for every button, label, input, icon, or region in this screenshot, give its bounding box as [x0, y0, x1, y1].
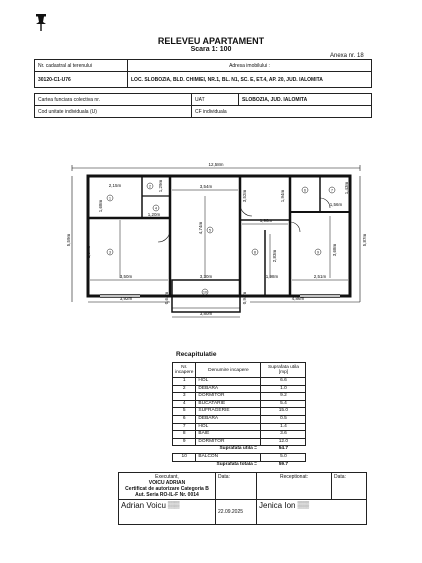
- recap-area: 5.4: [261, 400, 306, 408]
- recap-row: [173, 378, 306, 386]
- recap-area: 1.0: [261, 385, 306, 393]
- useful-area-value: 54.7: [278, 446, 289, 452]
- dim-3-80: 3,80m: [199, 311, 213, 316]
- recap-nr: 5: [173, 408, 196, 416]
- useful-area-label: Suprafata utila =: [219, 446, 257, 452]
- dim-3-30: 3,30m: [199, 274, 213, 279]
- uat-label: UAT: [192, 94, 239, 106]
- recap-name: DORMITOR: [196, 393, 261, 401]
- room-number-6: 6: [304, 188, 306, 193]
- col-area: Suprafata utila [mp]: [261, 363, 306, 378]
- room-number-8: 8: [254, 250, 256, 255]
- recap-row: [173, 415, 306, 423]
- dim-1-98: 1,98m: [265, 274, 279, 279]
- signature-adrian-voicu: Adrian Voicu: [121, 501, 166, 510]
- dim-1-56: 1,56m: [329, 202, 343, 207]
- recap-nr: 6: [173, 415, 196, 423]
- dim-1-96: 1,96m: [259, 218, 273, 223]
- recap-nr: 2: [173, 385, 196, 393]
- document-title: RELEVEU APARTAMENT: [157, 36, 265, 46]
- balcony-area: 5.0: [261, 453, 306, 461]
- balcony-nr: 10: [173, 453, 196, 461]
- recap-nr: 3: [173, 393, 196, 401]
- dim-overall-height-right: 5,87m: [362, 233, 367, 247]
- recap-title: Recapitulatie: [176, 351, 217, 358]
- cf-label: CF individuala: [192, 106, 372, 118]
- room-number-1: 1: [109, 196, 111, 201]
- receiver-label: Receptionat:: [257, 473, 332, 500]
- signature-jenica-ion: Jenica Ion: [259, 501, 296, 510]
- dim-overall-width: 12,58m: [208, 162, 224, 167]
- receiver-signature: [257, 500, 367, 525]
- recap-nr: 4: [173, 400, 196, 408]
- date-value: 22.09.2025: [216, 500, 257, 525]
- recap-name: SUFRAGERIE: [196, 408, 261, 416]
- address-value: LOC. SLOBOZIA, BLD. CHIMIEI, NR.1, BL. N1, SC. E, ET.4, AP. 20, JUD. IALOMITA: [128, 72, 372, 88]
- recap-row: [173, 408, 306, 416]
- room-number-10: 10: [203, 290, 207, 295]
- recap-table: [172, 362, 306, 468]
- recap-area: 1.4: [261, 423, 306, 431]
- dim-3-92: 3,92m: [119, 296, 133, 301]
- date2-label: Data:: [332, 473, 367, 500]
- recap-name: DORMITOR: [196, 438, 261, 446]
- dim-3-68: 3,68m: [332, 243, 337, 257]
- dim-1-68: 1,68m: [98, 199, 103, 213]
- dim-4-74: 4,74m: [198, 221, 203, 235]
- dim-1-20: 1,20m: [147, 212, 161, 217]
- dim-2-15: 2,15m: [108, 183, 122, 188]
- recap-row: [173, 400, 306, 408]
- col-name: Denumire incapere: [196, 363, 261, 378]
- date-label: Data:: [216, 473, 257, 500]
- dim-1-37: 1,37m: [86, 245, 91, 259]
- dim-3-50: 3,50m: [119, 274, 133, 279]
- recap-area: 15.0: [261, 408, 306, 416]
- recap-row: [173, 431, 306, 439]
- executant-name: VOICU ADRIAN: [148, 480, 186, 486]
- recap-name: BAIE: [196, 431, 261, 439]
- dim-1-43: 1,43m: [344, 181, 349, 195]
- unit-code-label: Cod unitate individuala (U): [35, 106, 192, 118]
- dim-2-51: 2,51m: [313, 274, 327, 279]
- recap-area: 9.2: [261, 393, 306, 401]
- col-nr: Nr. incapere: [173, 363, 196, 378]
- recap-nr: 7: [173, 423, 196, 431]
- cadastral-value: 30120-C1-U76: [35, 72, 128, 88]
- digital-stamp-1: ▒▒▒▒▒ ▒▒▒▒▒: [167, 500, 180, 509]
- room-number-4: 4: [155, 206, 157, 211]
- recap-name: DEBARA: [196, 415, 261, 423]
- recap-nr: 9: [173, 438, 196, 446]
- executant-cell: [119, 473, 216, 500]
- recap-row: [173, 438, 306, 446]
- scale-label: Scara 1: 100: [190, 46, 232, 53]
- dim-3-54: 3,54m: [199, 184, 213, 189]
- dim-0-64: 0,64m: [164, 291, 169, 305]
- balcony-name: BALCON: [196, 453, 261, 461]
- room-number-2: 2: [149, 184, 151, 189]
- dim-1-29: 1,29m: [158, 179, 163, 193]
- recap-row: [173, 393, 306, 401]
- annex-label: Anexa nr. 18: [330, 53, 364, 59]
- dim-4-86: 4,86m: [291, 296, 305, 301]
- recap-name: HOL: [196, 423, 261, 431]
- recap-area: 12.0: [261, 438, 306, 446]
- recap-nr: 8: [173, 431, 196, 439]
- dim-2-83: 2,83m: [272, 249, 277, 263]
- address-label: Adresa imobilului :: [128, 60, 372, 72]
- room-number-5: 5: [209, 228, 211, 233]
- dim-1-94: 1,94m: [280, 189, 285, 203]
- land-book-table: [34, 93, 372, 118]
- recap-name: BUCATARIE: [196, 400, 261, 408]
- uat-value: SLOBOZIA, JUD. IALOMITA: [239, 94, 372, 106]
- executant-signature: [119, 500, 216, 525]
- total-area-value: 59.7: [278, 461, 289, 467]
- dim-0-94: 0,94m: [242, 291, 247, 305]
- cadastral-label: Nr. cadastral al terenului: [35, 60, 128, 72]
- recap-area: 6.6: [261, 378, 306, 386]
- room-number-9: 9: [317, 250, 319, 255]
- recap-row: [173, 385, 306, 393]
- executant-label: Executant,: [155, 474, 179, 480]
- recap-name: HOL: [196, 378, 261, 386]
- pushpin-icon: [34, 14, 48, 32]
- room-number-3: 3: [109, 250, 111, 255]
- recap-area: 0.5: [261, 415, 306, 423]
- recap-area: 3.6: [261, 431, 306, 439]
- recap-nr: 1: [173, 378, 196, 386]
- executant-table: [118, 472, 367, 525]
- recap-row: [173, 423, 306, 431]
- executant-series: Aut. Seria RO-IL-F Nr. 0014: [135, 492, 199, 498]
- recap-name: DEBARA: [196, 385, 261, 393]
- dim-3-52: 3,52m: [242, 189, 247, 203]
- digital-stamp-2: ▒▒▒▒▒ ▒▒▒▒▒: [297, 500, 310, 509]
- dim-overall-height-left: 5,59m: [66, 233, 71, 247]
- cadastral-table: [34, 59, 372, 88]
- land-book-label: Cartea funciara colectiva nr.: [35, 94, 192, 106]
- executant-cert: Certificat de autorizare Categoria B: [125, 486, 209, 492]
- total-area-label: Suprafata totala =: [216, 461, 257, 467]
- floor-plan: [60, 160, 370, 320]
- room-number-7: 7: [331, 188, 333, 193]
